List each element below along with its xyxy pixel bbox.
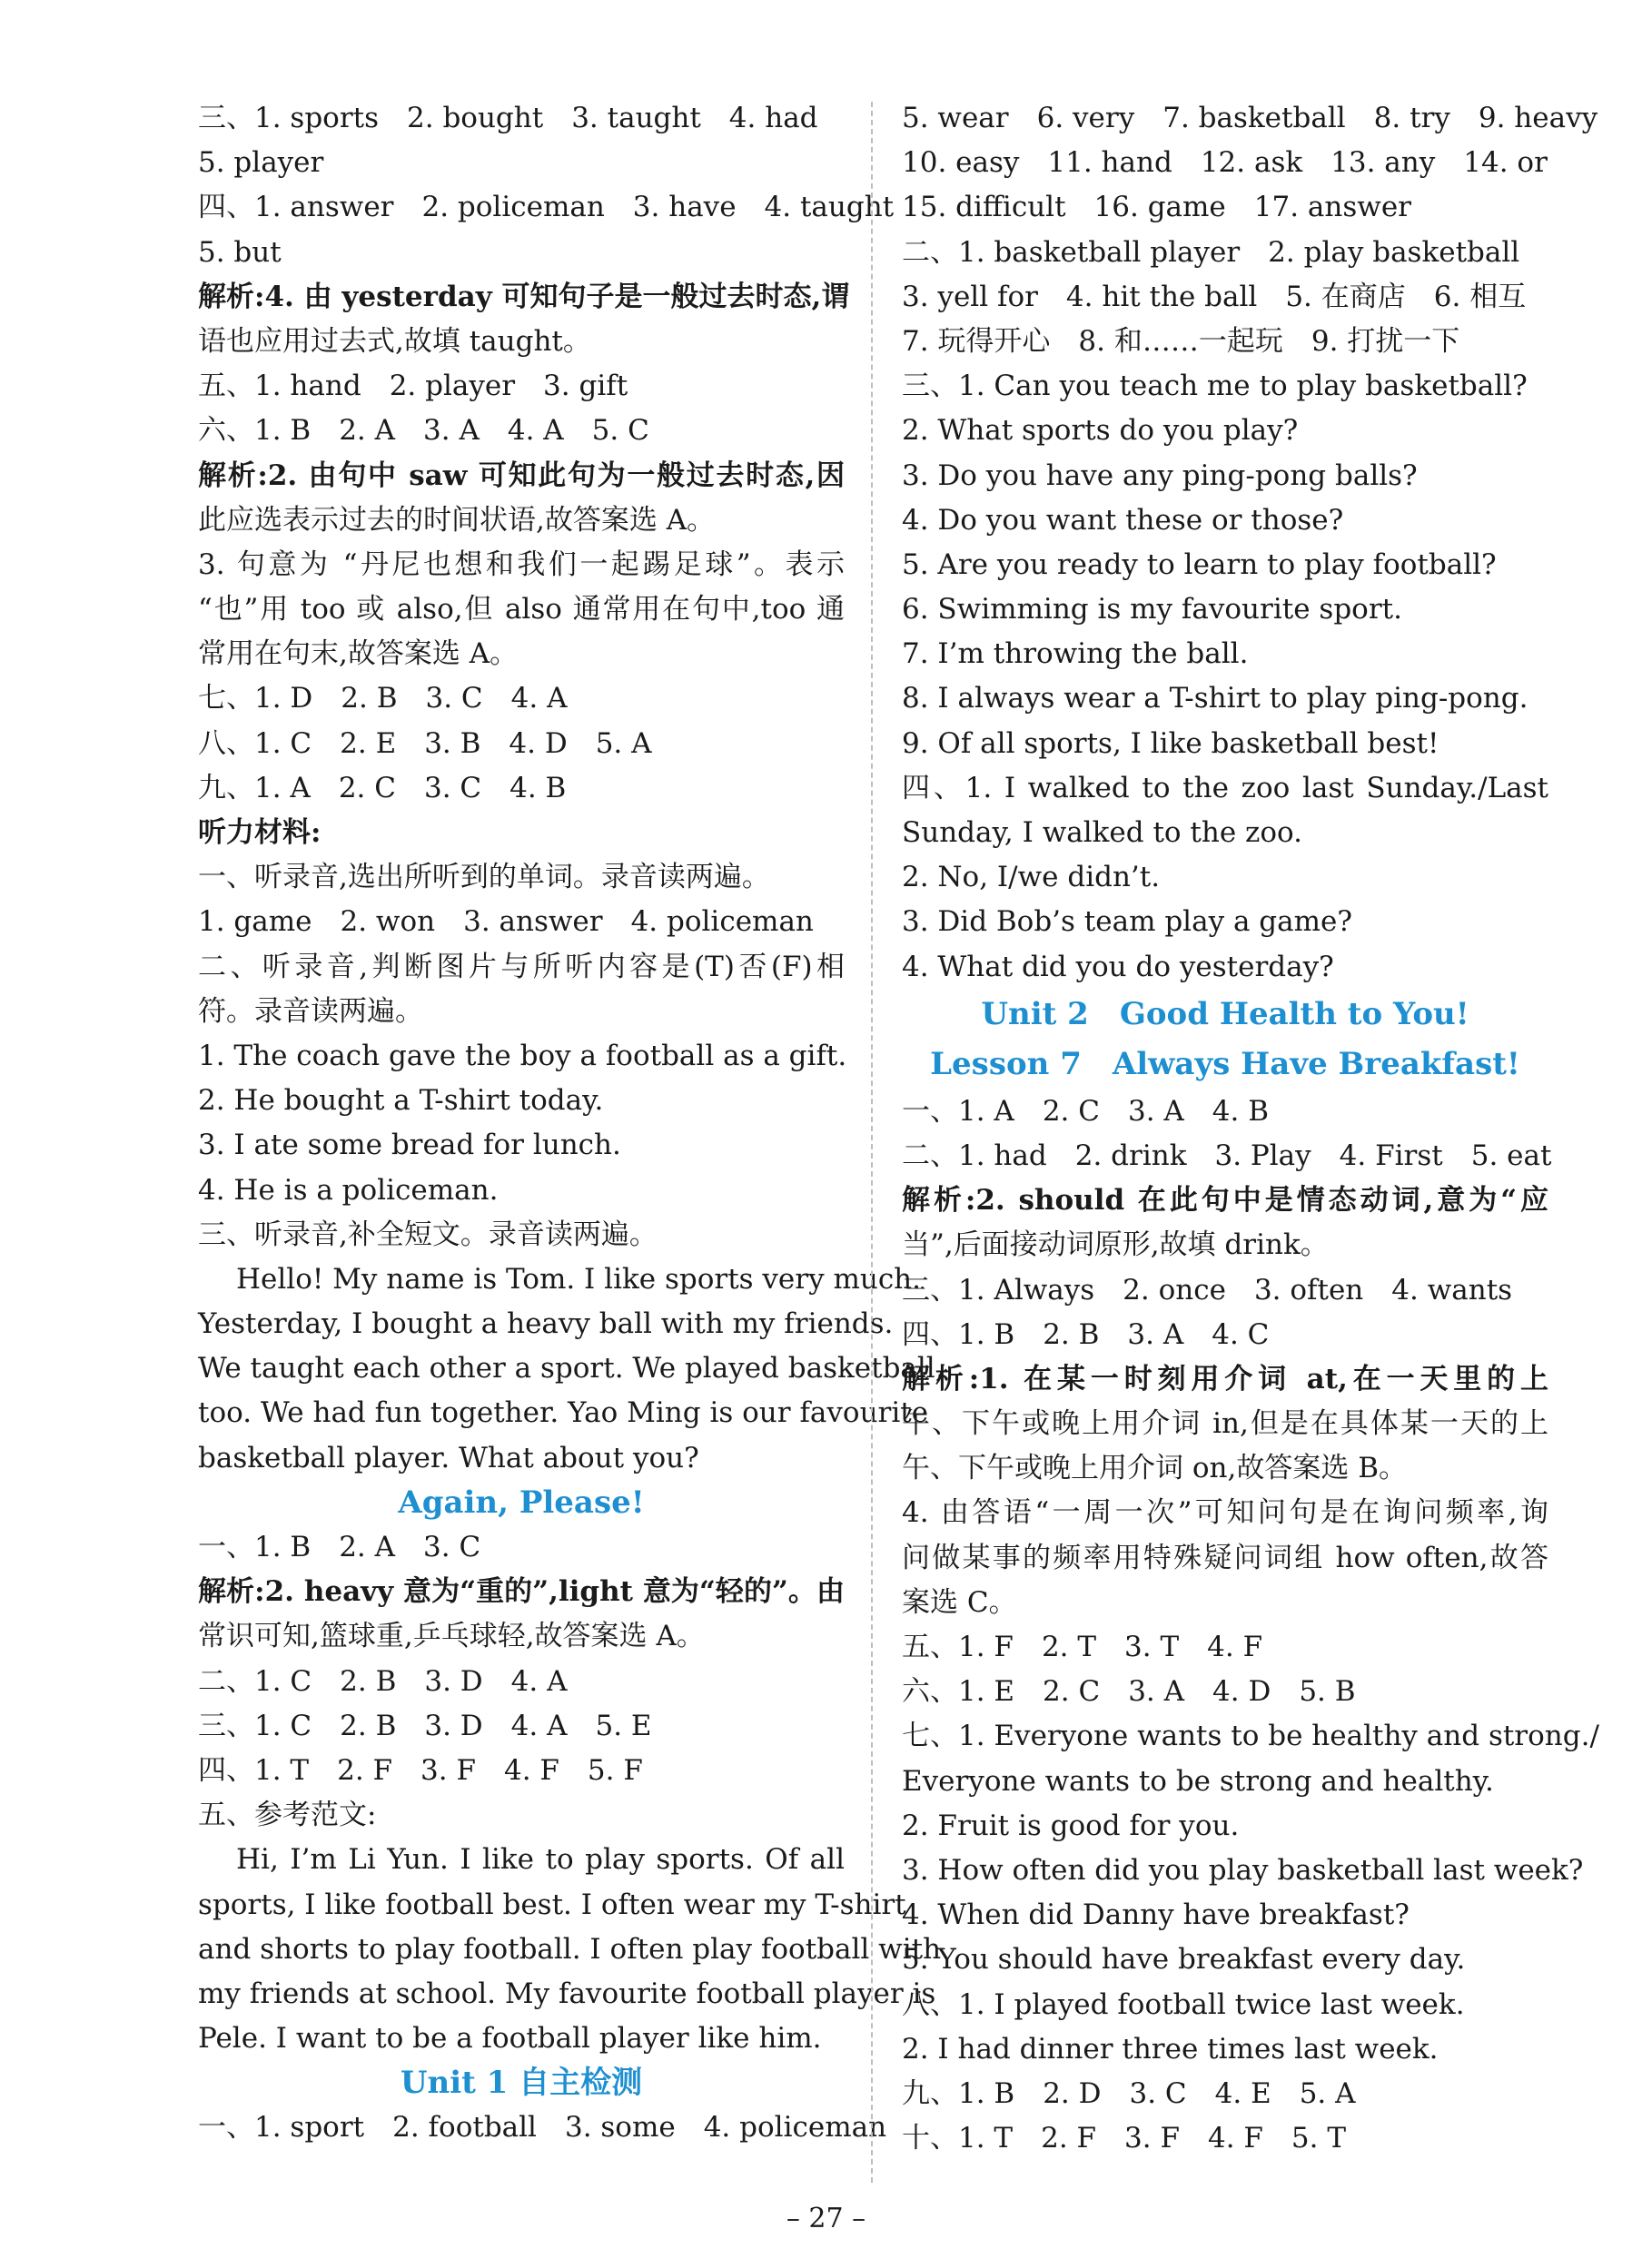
text-line: 六、1. E 2. C 3. A 4. D 5. B: [902, 1675, 1356, 1709]
left-column: [198, 96, 945, 2151]
text-line: 1. game 2. won 3. answer 4. policeman: [198, 905, 814, 939]
text-line: 问做某事的频率用特殊疑问词组 how often,故答: [902, 1541, 1548, 1574]
text-line: 6. Swimming is my favourite sport.: [902, 593, 1402, 626]
text-line: 2. I had dinner three times last week.: [902, 2032, 1439, 2066]
text-line: 5. but: [198, 235, 282, 269]
text-line: Yesterday, I bought a heavy ball with my friends.: [198, 1307, 894, 1341]
text-line: 符。录音读两遍。: [198, 994, 423, 1028]
section-heading: Unit 1 自主检测: [400, 2065, 643, 2102]
text-line: 解析:4. 由 yesterday 可知句子是一般过去时态,谓: [198, 280, 850, 313]
text-line: 常识可知,篮球重,乒乓球轻,故答案选 A。: [198, 1620, 705, 1653]
text-line: 三、1. C 2. B 3. D 4. A 5. E: [198, 1709, 652, 1742]
text-line: 4. Do you want these or those?: [902, 503, 1344, 537]
text-line: 4. What did you do yesterday?: [902, 950, 1334, 983]
text-line: 3. Did Bob’s team play a game?: [902, 905, 1352, 939]
column-divider: [871, 102, 873, 2183]
text-line: Pele. I want to be a football player like him.: [198, 2022, 822, 2056]
text-line: Everyone wants to be strong and healthy.: [902, 1764, 1494, 1798]
text-line: 3. I ate some bread for lunch.: [198, 1129, 621, 1162]
text-line: 3. yell for 4. hit the ball 5. 在商店 6. 相互: [902, 280, 1527, 313]
text-line: 二、1. C 2. B 3. D 4. A: [198, 1664, 568, 1698]
text-line: 一、1. sport 2. football 3. some 4. policeman: [198, 2111, 887, 2145]
text-line: 5. You should have breakfast every day.: [902, 1943, 1466, 1977]
text-line: 4. When did Danny have breakfast?: [902, 1898, 1410, 1932]
text-line: 二、听录音,判断图片与所听内容是(T)否(F)相: [198, 950, 845, 983]
text-line: 2. What sports do you play?: [902, 414, 1299, 448]
text-line: 九、1. B 2. D 3. C 4. E 5. A: [902, 2076, 1356, 2110]
text-line: 8. I always wear a T-shirt to play ping-pong.: [902, 682, 1528, 715]
text-line: 解析:2. heavy 意为“重的”,light 意为“轻的”。由: [198, 1575, 845, 1609]
text-line: sports, I like football best. I often wear my T-shirt: [198, 1888, 906, 1921]
text-line: 四、1. T 2. F 3. F 4. F 5. F: [198, 1753, 643, 1787]
section-heading: Again, Please!: [398, 1484, 645, 1521]
text-line: 八、1. C 2. E 3. B 4. D 5. A: [198, 726, 652, 760]
text-line: 六、1. B 2. A 3. A 4. A 5. C: [198, 414, 649, 448]
section-heading: Unit 2 Good Health to You!: [981, 995, 1469, 1032]
text-line: 七、1. D 2. B 3. C 4. A: [198, 682, 568, 715]
text-line: 午、下午或晚上用介词 on,故答案选 B。: [902, 1452, 1407, 1485]
page-number: – 27 –: [786, 2203, 866, 2234]
text-line: 五、参考范文:: [198, 1799, 377, 1832]
text-line: 三、1. sports 2. bought 3. taught 4. had: [198, 102, 818, 134]
text-line: 2. Fruit is good for you.: [902, 1809, 1240, 1842]
text-line: Sunday, I walked to the zoo.: [902, 816, 1303, 849]
text-line: 解析:1. 在某一时刻用介词 at,在一天里的上: [902, 1362, 1548, 1395]
text-line: Hello! My name is Tom. I like sports very much.: [236, 1262, 922, 1296]
text-line: 常用在句末,故答案选 A。: [198, 637, 519, 671]
text-line: 五、1. hand 2. player 3. gift: [198, 370, 628, 403]
text-line: 3. How often did you play basketball last week?: [902, 1853, 1584, 1887]
text-line: 7. 玩得开心 8. 和……一起玩 9. 打扰一下: [902, 324, 1460, 358]
text-line: “也”用 too 或 also,但 also 通常用在句中,too 通: [198, 593, 845, 626]
text-line: and shorts to play football. I often play football with: [198, 1932, 942, 1966]
text-line: 二、1. had 2. drink 3. Play 4. First 5. eat: [902, 1139, 1552, 1172]
text-line: 三、1. Always 2. once 3. often 4. wants: [902, 1273, 1513, 1307]
text-line: 3. Do you have any ping-pong balls?: [902, 459, 1418, 492]
text-line: 7. I’m throwing the ball.: [902, 637, 1249, 671]
text-line: 八、1. I played football twice last week.: [902, 1987, 1465, 2021]
text-line: 五、1. F 2. T 3. T 4. F: [902, 1631, 1263, 1663]
right-column: [902, 96, 1599, 2161]
text-line: 四、1. B 2. B 3. A 4. C: [902, 1317, 1270, 1351]
text-line: too. We had fun together. Yao Ming is our favourite: [198, 1396, 929, 1430]
text-line: 一、1. A 2. C 3. A 4. B: [902, 1094, 1269, 1128]
text-line: 15. difficult 16. game 17. answer: [902, 191, 1411, 224]
text-line: 七、1. Everyone wants to be healthy and strong./: [902, 1720, 1599, 1753]
text-line: 十、1. T 2. F 3. F 4. F 5. T: [902, 2122, 1347, 2155]
text-line: 解析:2. should 在此句中是情态动词,意为“应: [902, 1184, 1548, 1218]
text-line: 2. He bought a T-shirt today.: [198, 1084, 604, 1118]
text-line: 5. player: [198, 146, 324, 180]
text-line: 二、1. basketball player 2. play basketball: [902, 235, 1520, 269]
text-line: 1. The coach gave the boy a football as a gift.: [198, 1039, 847, 1072]
text-line: 4. 由答语“一周一次”可知问句是在询问频率,询: [902, 1496, 1548, 1530]
text-line: 案选 C。: [902, 1585, 1017, 1619]
text-line: my friends at school. My favourite football player is: [198, 1977, 936, 2010]
text-line: basketball player. What about you?: [198, 1441, 699, 1474]
text-line: 此应选表示过去的时间状语,故答案选 A。: [198, 503, 716, 537]
text-line: 9. Of all sports, I like basketball best!: [902, 726, 1439, 760]
text-line: 10. easy 11. hand 12. ask 13. any 14. or: [902, 146, 1548, 180]
text-line: 2. No, I/we didn’t.: [902, 861, 1161, 894]
text-line: 4. He is a policeman.: [198, 1173, 499, 1207]
text-line: 四、1. I walked to the zoo last Sunday./Last: [902, 771, 1548, 804]
text-line: 解析:2. 由句中 saw 可知此句为一般过去时态,因: [198, 459, 845, 492]
text-line: 三、听录音,补全短文。录音读两遍。: [198, 1218, 658, 1251]
text-line: 四、1. answer 2. policeman 3. have 4. taught: [198, 191, 895, 224]
text-line: 当”,后面接动词原形,故填 drink。: [902, 1228, 1329, 1262]
text-line: 听力材料:: [198, 816, 321, 849]
text-line: 5. wear 6. very 7. basketball 8. try 9. heavy: [902, 102, 1598, 134]
text-line: 5. Are you ready to learn to play football?: [902, 547, 1497, 581]
text-line: 语也应用过去式,故填 taught。: [198, 324, 591, 358]
text-line: 3. 句意为 “丹尼也想和我们一起踢足球”。表示: [198, 547, 845, 581]
text-line: 三、1. Can you teach me to play basketball?: [902, 370, 1528, 403]
text-line: We taught each other a sport. We played basketball,: [198, 1352, 945, 1385]
text-line: 一、听录音,选出所听到的单词。录音读两遍。: [198, 861, 770, 894]
text-line: 午、下午或晚上用介词 in,但是在具体某一天的上: [902, 1407, 1548, 1441]
section-heading: Lesson 7 Always Have Breakfast!: [930, 1045, 1520, 1082]
text-line: Hi, I’m Li Yun. I like to play sports. Of all: [236, 1843, 845, 1877]
text-line: 一、1. B 2. A 3. C: [198, 1531, 481, 1563]
text-line: 九、1. A 2. C 3. C 4. B: [198, 771, 567, 804]
